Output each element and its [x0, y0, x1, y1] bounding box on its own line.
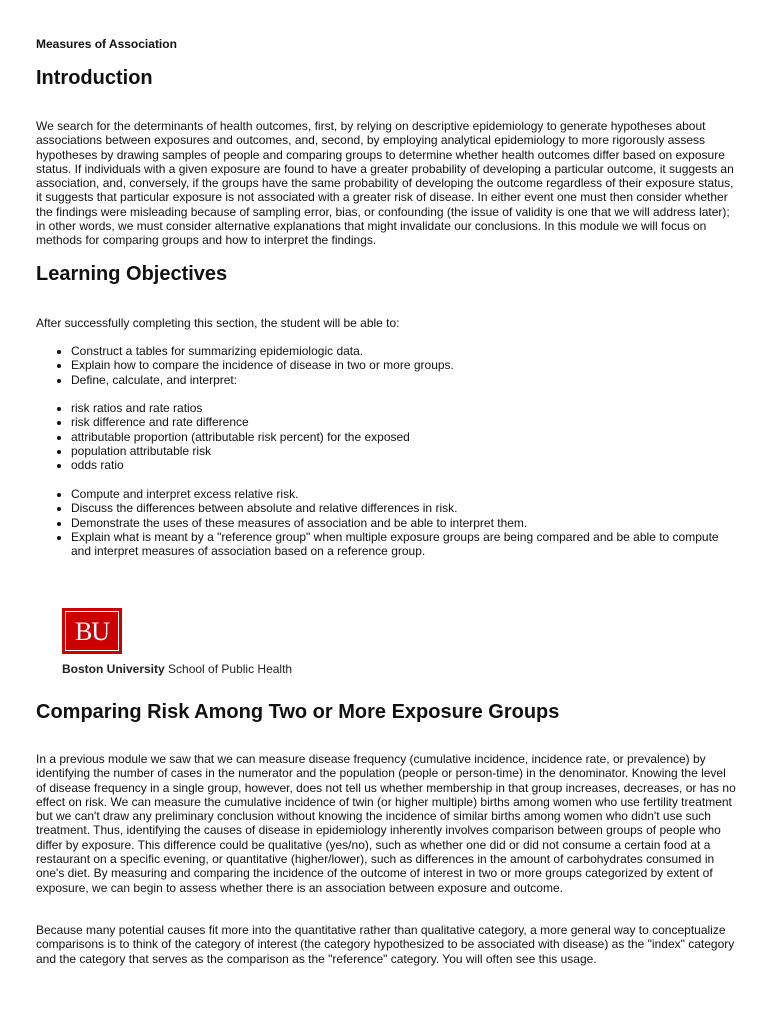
bu-logo-mark: [62, 608, 122, 654]
list-item: • risk difference and rate difference: [71, 415, 736, 429]
objectives-heading: Learning Objectives: [36, 263, 228, 285]
list-item: • attributable proportion (attributable risk percent) for the exposed: [71, 430, 736, 444]
school-name-bold: Boston University: [62, 662, 165, 676]
list-item: • Compute and interpret excess relative risk.: [71, 487, 736, 501]
objectives-lead: After successfully completing this section, the student will be able to:: [36, 316, 400, 330]
list-item: • population attributable risk: [71, 444, 736, 458]
objectives-list-1: [36, 344, 736, 387]
list-item: • Construct a tables for summarizing epidemiologic data.: [71, 344, 736, 358]
comparing-paragraph-1: In a previous module we saw that we can measure disease frequency (cumulative incidence, incidence rate, or prevalence) by identifying the number of cases in the numerator and the population (people or person-time) in the denominator. Knowing the level of disease frequency in a single group, however, does not tell us whether membership in that group increases, decreases, or has no effect on risk. We can measure the cumulative incidence of twin (or higher multiple) births among women who use fertility treatment but we can't draw any preliminary conclusion without knowing the incidence of similar births among women who didn't use such treatment. Thus, identifying the causes of disease in epidemiology inherently involves comparison between groups of people who differ by exposure. This difference could be qualitative (yes/no), such as whether one did or did not consume a certain food at a restaurant on a specific evening, or quantitative (higher/lower), such as differences in the amount of carbohydrates consumed in one's diet. By measuring and comparing the incidence of the outcome of interest in two or more groups categorized by extent of exposure, we can begin to assess whether there is an association between exposure and outcome.: [36, 752, 736, 895]
list-item: • risk ratios and rate ratios: [71, 401, 736, 415]
document-title: Measures of Association: [36, 37, 177, 51]
list-item: • Demonstrate the uses of these measures of association and be able to interpret them.: [71, 516, 736, 530]
school-name-rest: School of Public Health: [164, 662, 293, 676]
bu-sph-logo: [62, 608, 322, 678]
list-item: • Explain how to compare the incidence of disease in two or more groups.: [71, 358, 736, 372]
comparing-heading: Comparing Risk Among Two or More Exposure Groups: [36, 701, 560, 723]
intro-heading: Introduction: [36, 67, 153, 89]
list-item: • Discuss the differences between absolute and relative differences in risk.: [71, 501, 736, 515]
school-name: [62, 662, 292, 676]
bu-logo-text: BU: [74, 617, 110, 646]
list-item: • Explain what is meant by a "reference group" when multiple exposure groups are being compared and be able to compute and interpret measures of association based on a reference group.: [71, 530, 736, 559]
objectives-list-3: [36, 487, 736, 558]
list-item: • Define, calculate, and interpret:: [71, 373, 736, 387]
comparing-paragraph-2: Because many potential causes fit more into the quantitative rather than qualitative category, a more general way to conceptualize comparisons is to think of the category of interest (the category hypothesized to be associated with disease) as the "index" category and the category that serves as the comparison as the "reference" category. You will often see this usage.: [36, 923, 735, 966]
objectives-list-2: [36, 401, 736, 472]
list-item: • odds ratio: [71, 458, 736, 472]
intro-paragraph: We search for the determinants of health outcomes, first, by relying on descriptive epidemiology to generate hypotheses about associations between exposures and outcomes, and, second, by employing analytical epidemiology to more rigorously assess hypotheses by drawing samples of people and comparing groups to determine whether health outcomes differ based on exposure status. If individuals with a given exposure are found to have a greater probability of developing a particular outcome, it suggests an association, and, conversely, if the groups have the same probability of developing the outcome regardless of their exposure status, it suggests that particular exposure is not associated with a greater risk of disease. In either event one must then consider whether the findings were misleading because of sampling error, bias, or confounding (the issue of validity is one that we will address later); in other words, we must consider alternative explanations that might invalidate our conclusions. In this module we will focus on methods for comparing groups and how to interpret the findings.: [36, 119, 734, 248]
